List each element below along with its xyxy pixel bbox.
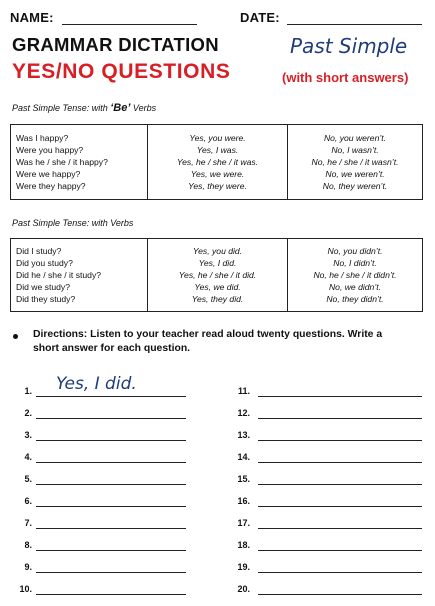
no-answer-line: No, we didn’t. [328,282,382,292]
answer-number: 8. [24,540,32,550]
answer-line[interactable] [258,395,422,397]
title-yes-no-questions: YES/NO QUESTIONS [12,60,231,83]
no-answer-line: No, I wasn’t. [331,145,379,155]
answer-number: 14. [237,452,250,462]
be-verbs-table [10,124,423,200]
answer-number: 12. [237,408,250,418]
answer-line[interactable] [36,439,186,441]
name-field[interactable] [62,12,197,25]
answer-number: 20. [237,584,250,594]
answer-line[interactable] [258,527,422,529]
title-past-simple: Past Simple [290,34,408,58]
question-line: Was he / she / it happy? [16,157,108,167]
answer-number: 9. [24,562,32,572]
verbs-table [10,238,423,312]
no-answer-line: No, they weren’t. [322,181,388,191]
yes-answer-line: Yes, we did. [194,282,241,292]
question-column [11,125,148,200]
no-answer-line: No, we weren’t. [325,169,385,179]
answer-number: 10. [19,584,32,594]
answer-line[interactable] [36,395,186,397]
answer-line[interactable] [258,549,422,551]
answer-line[interactable] [258,505,422,507]
yes-answer-line: Yes, you did. [192,246,243,256]
answer-number: 3. [24,430,32,440]
yes-answer-line: Yes, I was. [196,145,239,155]
answer-number: 16. [237,496,250,506]
answer-number: 4. [24,452,32,462]
answer-line[interactable] [258,461,422,463]
answer-line[interactable] [258,571,422,573]
date-label: DATE: [240,10,280,25]
title-grammar-dictation: GRAMMAR DICTATION [12,34,219,55]
answer-number: 11. [237,386,250,396]
answer-line[interactable] [36,417,186,419]
bullet-icon [13,334,18,339]
yes-answer-line: Yes, he / she / it did. [178,270,257,280]
answer-number: 13. [237,430,250,440]
no-answer-line: No, you weren’t. [323,133,387,143]
answer-line[interactable] [36,571,186,573]
no-answer-line: No, they didn’t. [326,294,384,304]
question-column [11,239,148,312]
question-line: Did I study? [16,246,62,256]
no-answer-line: No, you didn’t. [327,246,383,256]
question-line: Did he / she / it study? [16,270,102,280]
yes-answer-column [148,239,288,312]
answer-number: 19. [237,562,250,572]
no-answer-line: No, I didn’t. [333,258,377,268]
answer-line[interactable] [36,461,186,463]
answer-line[interactable] [258,417,422,419]
answer-line[interactable] [36,505,186,507]
section1-caption: Past Simple Tense: with ‘Be’ Verbs [12,102,157,114]
no-answer-line: No, he / she / it wasn’t. [311,157,399,167]
yes-answer-line: Yes, they were. [188,181,247,191]
date-field[interactable] [287,12,422,25]
yes-answer-line: Yes, he / she / it was. [176,157,259,167]
question-line: Did we study? [16,282,70,292]
answer-number: 7. [24,518,32,528]
answer-number: 18. [237,540,250,550]
question-line: Were we happy? [16,169,81,179]
example-answer: Yes, I did. [56,374,137,394]
yes-answer-line: Yes, I did. [198,258,237,268]
answer-line[interactable] [258,593,422,595]
no-answer-column [288,239,423,312]
yes-answer-line: Yes, you were. [189,133,246,143]
answer-number: 17. [237,518,250,528]
answer-number: 1. [24,386,32,396]
answer-line[interactable] [36,593,186,595]
question-line: Did you study? [16,258,73,268]
name-label: NAME: [10,10,54,25]
title-with-short-answers: (with short answers) [282,70,409,85]
no-answer-line: No, he / she / it didn’t. [313,270,397,280]
answer-number: 2. [24,408,32,418]
yes-answer-line: Yes, they did. [191,294,244,304]
question-line: Was I happy? [16,133,69,143]
directions-text: Directions: Listen to your teacher read aloud twenty questions. Write a short answer for each question. [33,329,383,354]
answer-number: 5. [24,474,32,484]
yes-answer-line: Yes, we were. [190,169,245,179]
question-line: Did they study? [16,294,76,304]
answer-line[interactable] [36,549,186,551]
answer-line[interactable] [258,439,422,441]
yes-answer-column [148,125,288,200]
no-answer-column [288,125,423,200]
question-line: Were you happy? [16,145,84,155]
answer-number: 15. [237,474,250,484]
answer-number: 6. [24,496,32,506]
question-line: Were they happy? [16,181,86,191]
answer-line[interactable] [36,483,186,485]
section2-caption: Past Simple Tense: with Verbs [12,218,134,228]
answer-line[interactable] [258,483,422,485]
answer-line[interactable] [36,527,186,529]
